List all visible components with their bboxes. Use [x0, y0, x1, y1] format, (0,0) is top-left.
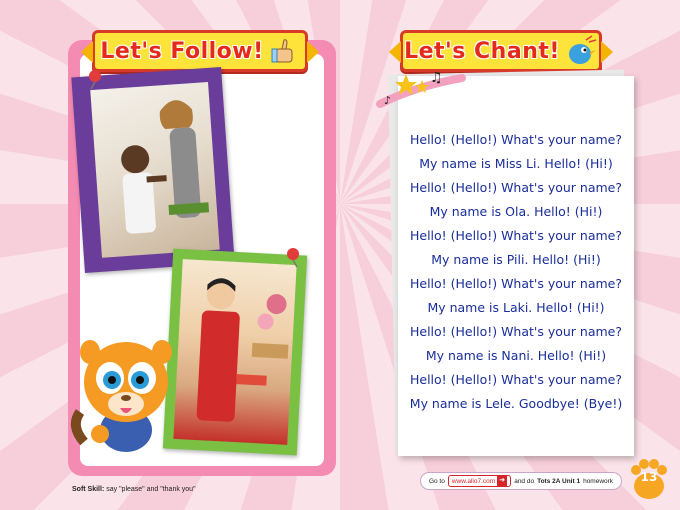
homework-tail: homework: [583, 477, 614, 485]
lets-follow-banner: [92, 30, 308, 72]
homework-go-to: Go to: [428, 477, 445, 485]
chant-line: Hello! (Hello!) What's your name?: [409, 132, 623, 147]
lets-chant-title: Let's Chant!: [404, 38, 560, 64]
lets-follow-title: Let's Follow!: [100, 38, 264, 64]
chant-lyrics: [398, 128, 634, 416]
music-notes-icon: [376, 66, 466, 110]
svg-text:♪: ♪: [384, 94, 392, 107]
chant-line: Hello! (Hello!) What's your name?: [409, 372, 623, 387]
svg-text:♫: ♫: [430, 70, 443, 86]
soft-skill-note: [72, 486, 196, 493]
chant-line: My name is Laki. Hello! (Hi!): [427, 300, 605, 315]
photo-teacher-and-child-image: [90, 82, 219, 258]
homework-link[interactable]: [448, 475, 511, 487]
chant-line: My name is Ola. Hello! (Hi!): [429, 204, 603, 219]
page-number: 13: [640, 470, 658, 484]
chant-line: Hello! (Hello!) What's your name?: [409, 180, 623, 195]
arrow-right-icon: ➜: [497, 476, 507, 486]
chant-line: Hello! (Hello!) What's your name?: [409, 276, 623, 291]
photo-boy-giving-envelope: [163, 249, 307, 456]
thumbs-up-icon: [270, 36, 300, 66]
soft-skill-label: Soft Skill:: [72, 486, 105, 493]
photo-boy-giving-envelope-image: [173, 259, 296, 445]
mascot-character: [70, 330, 180, 460]
chant-line: Hello! (Hello!) What's your name?: [409, 324, 623, 339]
chant-line: My name is Pili. Hello! (Hi!): [431, 252, 601, 267]
soft-skill-text: say "please" and "thank you": [104, 486, 196, 493]
bird-icon: [564, 34, 598, 68]
homework-bar: [420, 472, 622, 490]
chant-line: Hello! (Hello!) What's your name?: [409, 228, 623, 243]
push-pin-icon: [282, 246, 304, 268]
chant-line: My name is Lele. Goodbye! (Bye!): [409, 396, 623, 411]
photo-teacher-and-child: [71, 67, 234, 273]
push-pin-icon: [84, 68, 106, 90]
homework-link-text: www.allo7.com: [451, 477, 496, 485]
homework-and-do: and do: [514, 477, 535, 485]
chant-line: My name is Nani. Hello! (Hi!): [425, 348, 607, 363]
homework-unit: Tots 2A Unit 1: [537, 477, 581, 485]
chant-line: My name is Miss Li. Hello! (Hi!): [419, 156, 613, 171]
